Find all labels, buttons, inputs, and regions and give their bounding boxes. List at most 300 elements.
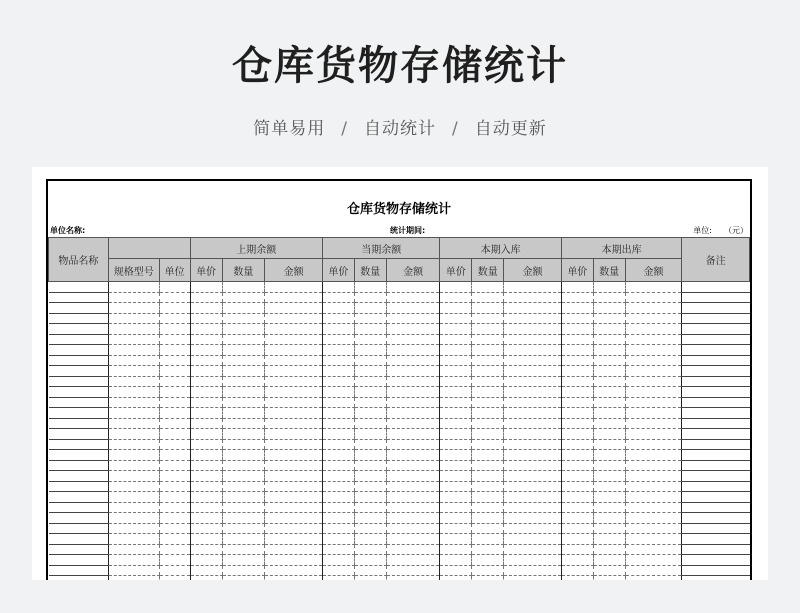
table-cell[interactable] [222, 387, 265, 398]
table-cell[interactable] [593, 418, 625, 429]
table-cell[interactable] [265, 303, 323, 314]
table-cell[interactable] [504, 429, 562, 440]
table-cell[interactable] [190, 492, 222, 503]
table-cell[interactable] [593, 513, 625, 524]
table-cell[interactable] [440, 481, 472, 492]
table-cell[interactable] [440, 534, 472, 545]
table-cell[interactable] [682, 565, 750, 576]
table-cell[interactable] [504, 576, 562, 581]
table-cell[interactable] [440, 450, 472, 461]
table-cell[interactable] [472, 387, 504, 398]
table-cell[interactable] [593, 355, 625, 366]
table-cell[interactable] [222, 418, 265, 429]
table-cell[interactable] [593, 534, 625, 545]
table-cell[interactable] [190, 345, 222, 356]
table-cell[interactable] [322, 555, 354, 566]
table-cell[interactable] [222, 460, 265, 471]
table-cell[interactable] [265, 418, 323, 429]
table-row[interactable] [49, 397, 750, 408]
table-cell[interactable] [625, 408, 682, 419]
table-cell[interactable] [561, 439, 593, 450]
table-cell[interactable] [682, 324, 750, 335]
table-cell[interactable] [682, 408, 750, 419]
table-row[interactable] [49, 366, 750, 377]
table-cell[interactable] [108, 502, 159, 513]
table-cell[interactable] [561, 450, 593, 461]
table-cell[interactable] [593, 481, 625, 492]
table-cell[interactable] [108, 544, 159, 555]
table-cell[interactable] [222, 450, 265, 461]
table-cell[interactable] [561, 345, 593, 356]
table-cell[interactable] [440, 502, 472, 513]
table-row[interactable] [49, 355, 750, 366]
table-row[interactable] [49, 523, 750, 534]
table-cell[interactable] [322, 502, 354, 513]
table-cell[interactable] [108, 555, 159, 566]
table-cell[interactable] [386, 387, 440, 398]
table-cell[interactable] [386, 345, 440, 356]
table-cell[interactable] [190, 450, 222, 461]
table-cell[interactable] [472, 408, 504, 419]
table-cell[interactable] [265, 450, 323, 461]
table-cell[interactable] [504, 523, 562, 534]
table-cell[interactable] [190, 513, 222, 524]
table-cell[interactable] [625, 355, 682, 366]
table-cell[interactable] [354, 450, 386, 461]
table-cell[interactable] [682, 355, 750, 366]
table-cell[interactable] [265, 439, 323, 450]
table-cell[interactable] [682, 471, 750, 482]
table-cell[interactable] [440, 376, 472, 387]
table-cell[interactable] [190, 397, 222, 408]
table-cell[interactable] [265, 282, 323, 293]
table-cell[interactable] [222, 303, 265, 314]
table-cell[interactable] [682, 513, 750, 524]
table-cell[interactable] [561, 408, 593, 419]
table-cell[interactable] [108, 282, 159, 293]
table-cell[interactable] [682, 576, 750, 581]
table-cell[interactable] [322, 387, 354, 398]
table-cell[interactable] [354, 534, 386, 545]
table-cell[interactable] [322, 460, 354, 471]
table-cell[interactable] [386, 334, 440, 345]
table-cell[interactable] [159, 439, 190, 450]
table-cell[interactable] [561, 387, 593, 398]
table-cell[interactable] [322, 492, 354, 503]
table-cell[interactable] [625, 345, 682, 356]
table-cell[interactable] [222, 502, 265, 513]
table-cell[interactable] [322, 439, 354, 450]
table-cell[interactable] [625, 439, 682, 450]
table-cell[interactable] [265, 523, 323, 534]
table-cell[interactable] [386, 481, 440, 492]
table-cell[interactable] [322, 429, 354, 440]
table-cell[interactable] [504, 355, 562, 366]
table-cell[interactable] [682, 492, 750, 503]
table-cell[interactable] [108, 324, 159, 335]
table-cell[interactable] [440, 544, 472, 555]
table-cell[interactable] [265, 576, 323, 581]
table-cell[interactable] [49, 460, 109, 471]
table-cell[interactable] [561, 544, 593, 555]
table-cell[interactable] [682, 429, 750, 440]
table-row[interactable] [49, 282, 750, 293]
table-cell[interactable] [504, 397, 562, 408]
table-cell[interactable] [222, 439, 265, 450]
table-cell[interactable] [190, 439, 222, 450]
table-cell[interactable] [682, 334, 750, 345]
table-cell[interactable] [593, 334, 625, 345]
table-cell[interactable] [682, 450, 750, 461]
table-cell[interactable] [682, 387, 750, 398]
table-cell[interactable] [190, 565, 222, 576]
table-row[interactable] [49, 471, 750, 482]
table-cell[interactable] [472, 513, 504, 524]
table-cell[interactable] [682, 397, 750, 408]
table-row[interactable] [49, 450, 750, 461]
table-cell[interactable] [472, 481, 504, 492]
table-cell[interactable] [108, 460, 159, 471]
table-cell[interactable] [440, 471, 472, 482]
table-cell[interactable] [265, 292, 323, 303]
table-cell[interactable] [49, 282, 109, 293]
table-cell[interactable] [108, 523, 159, 534]
table-cell[interactable] [472, 576, 504, 581]
table-cell[interactable] [440, 565, 472, 576]
table-cell[interactable] [386, 492, 440, 503]
table-cell[interactable] [322, 303, 354, 314]
table-cell[interactable] [190, 408, 222, 419]
table-cell[interactable] [190, 502, 222, 513]
table-cell[interactable] [190, 429, 222, 440]
table-cell[interactable] [49, 408, 109, 419]
table-cell[interactable] [222, 565, 265, 576]
table-row[interactable] [49, 439, 750, 450]
table-row[interactable] [49, 376, 750, 387]
table-row[interactable] [49, 565, 750, 576]
table-cell[interactable] [354, 523, 386, 534]
table-cell[interactable] [472, 534, 504, 545]
table-cell[interactable] [440, 345, 472, 356]
table-cell[interactable] [322, 292, 354, 303]
table-cell[interactable] [108, 334, 159, 345]
table-cell[interactable] [322, 544, 354, 555]
table-cell[interactable] [625, 376, 682, 387]
table-cell[interactable] [108, 429, 159, 440]
table-cell[interactable] [440, 397, 472, 408]
table-cell[interactable] [472, 345, 504, 356]
table-cell[interactable] [222, 429, 265, 440]
table-cell[interactable] [682, 534, 750, 545]
table-cell[interactable] [504, 471, 562, 482]
table-cell[interactable] [222, 397, 265, 408]
table-cell[interactable] [354, 397, 386, 408]
table-cell[interactable] [625, 513, 682, 524]
table-cell[interactable] [354, 481, 386, 492]
table-cell[interactable] [190, 303, 222, 314]
table-cell[interactable] [265, 397, 323, 408]
table-row[interactable] [49, 460, 750, 471]
table-cell[interactable] [49, 355, 109, 366]
table-cell[interactable] [159, 313, 190, 324]
table-cell[interactable] [322, 355, 354, 366]
table-cell[interactable] [561, 366, 593, 377]
table-cell[interactable] [49, 397, 109, 408]
table-cell[interactable] [322, 397, 354, 408]
table-cell[interactable] [593, 408, 625, 419]
table-row[interactable] [49, 492, 750, 503]
table-cell[interactable] [561, 481, 593, 492]
table-cell[interactable] [440, 334, 472, 345]
table-cell[interactable] [472, 355, 504, 366]
table-cell[interactable] [504, 408, 562, 419]
table-cell[interactable] [625, 313, 682, 324]
table-cell[interactable] [222, 492, 265, 503]
table-cell[interactable] [159, 387, 190, 398]
table-cell[interactable] [440, 418, 472, 429]
table-cell[interactable] [625, 334, 682, 345]
table-cell[interactable] [561, 492, 593, 503]
table-cell[interactable] [108, 565, 159, 576]
table-cell[interactable] [561, 313, 593, 324]
table-cell[interactable] [49, 450, 109, 461]
table-cell[interactable] [108, 345, 159, 356]
table-cell[interactable] [49, 502, 109, 513]
table-cell[interactable] [504, 418, 562, 429]
table-cell[interactable] [504, 345, 562, 356]
table-cell[interactable] [322, 366, 354, 377]
table-cell[interactable] [504, 282, 562, 293]
table-cell[interactable] [504, 387, 562, 398]
table-cell[interactable] [354, 418, 386, 429]
table-cell[interactable] [159, 544, 190, 555]
table-cell[interactable] [472, 366, 504, 377]
table-cell[interactable] [682, 292, 750, 303]
table-cell[interactable] [222, 544, 265, 555]
table-cell[interactable] [190, 387, 222, 398]
table-cell[interactable] [322, 313, 354, 324]
table-cell[interactable] [222, 576, 265, 581]
table-cell[interactable] [108, 450, 159, 461]
table-row[interactable] [49, 481, 750, 492]
table-cell[interactable] [593, 429, 625, 440]
table-cell[interactable] [561, 429, 593, 440]
table-cell[interactable] [49, 334, 109, 345]
table-cell[interactable] [354, 565, 386, 576]
table-cell[interactable] [625, 534, 682, 545]
table-cell[interactable] [190, 534, 222, 545]
table-cell[interactable] [593, 282, 625, 293]
table-cell[interactable] [625, 292, 682, 303]
table-cell[interactable] [108, 376, 159, 387]
table-cell[interactable] [504, 513, 562, 524]
table-cell[interactable] [49, 565, 109, 576]
table-cell[interactable] [265, 324, 323, 335]
table-cell[interactable] [222, 355, 265, 366]
table-cell[interactable] [222, 345, 265, 356]
table-cell[interactable] [682, 523, 750, 534]
table-cell[interactable] [265, 429, 323, 440]
table-cell[interactable] [440, 303, 472, 314]
table-cell[interactable] [593, 492, 625, 503]
table-cell[interactable] [265, 355, 323, 366]
table-cell[interactable] [561, 565, 593, 576]
table-cell[interactable] [440, 513, 472, 524]
table-cell[interactable] [440, 313, 472, 324]
table-cell[interactable] [49, 544, 109, 555]
table-row[interactable] [49, 387, 750, 398]
table-cell[interactable] [625, 555, 682, 566]
table-cell[interactable] [386, 313, 440, 324]
table-cell[interactable] [593, 460, 625, 471]
table-row[interactable] [49, 324, 750, 335]
table-cell[interactable] [593, 292, 625, 303]
table-cell[interactable] [190, 355, 222, 366]
table-cell[interactable] [386, 565, 440, 576]
table-cell[interactable] [222, 408, 265, 419]
table-cell[interactable] [682, 303, 750, 314]
table-cell[interactable] [504, 502, 562, 513]
table-cell[interactable] [190, 324, 222, 335]
table-cell[interactable] [625, 450, 682, 461]
table-cell[interactable] [49, 481, 109, 492]
table-cell[interactable] [222, 471, 265, 482]
table-cell[interactable] [159, 502, 190, 513]
table-cell[interactable] [49, 534, 109, 545]
table-cell[interactable] [561, 418, 593, 429]
table-cell[interactable] [265, 313, 323, 324]
table-cell[interactable] [561, 513, 593, 524]
table-cell[interactable] [108, 397, 159, 408]
table-cell[interactable] [625, 492, 682, 503]
table-cell[interactable] [159, 429, 190, 440]
table-cell[interactable] [472, 303, 504, 314]
table-cell[interactable] [49, 492, 109, 503]
table-cell[interactable] [49, 439, 109, 450]
table-cell[interactable] [561, 355, 593, 366]
table-cell[interactable] [593, 576, 625, 581]
table-cell[interactable] [472, 313, 504, 324]
table-cell[interactable] [322, 450, 354, 461]
table-cell[interactable] [440, 292, 472, 303]
table-cell[interactable] [504, 313, 562, 324]
table-cell[interactable] [593, 376, 625, 387]
table-cell[interactable] [354, 576, 386, 581]
table-cell[interactable] [159, 492, 190, 503]
table-cell[interactable] [108, 313, 159, 324]
table-cell[interactable] [504, 439, 562, 450]
table-cell[interactable] [682, 439, 750, 450]
table-cell[interactable] [682, 481, 750, 492]
table-cell[interactable] [49, 523, 109, 534]
table-cell[interactable] [159, 366, 190, 377]
table-cell[interactable] [159, 534, 190, 545]
table-cell[interactable] [354, 555, 386, 566]
table-cell[interactable] [386, 544, 440, 555]
table-cell[interactable] [472, 334, 504, 345]
table-cell[interactable] [386, 439, 440, 450]
table-cell[interactable] [472, 544, 504, 555]
table-cell[interactable] [386, 450, 440, 461]
table-cell[interactable] [472, 376, 504, 387]
table-cell[interactable] [593, 303, 625, 314]
table-cell[interactable] [440, 429, 472, 440]
table-cell[interactable] [159, 513, 190, 524]
table-row[interactable] [49, 576, 750, 581]
table-cell[interactable] [682, 544, 750, 555]
table-cell[interactable] [354, 313, 386, 324]
table-cell[interactable] [265, 460, 323, 471]
table-cell[interactable] [440, 408, 472, 419]
table-cell[interactable] [354, 429, 386, 440]
table-cell[interactable] [265, 334, 323, 345]
table-cell[interactable] [222, 523, 265, 534]
table-cell[interactable] [386, 429, 440, 440]
table-cell[interactable] [440, 555, 472, 566]
table-cell[interactable] [561, 397, 593, 408]
table-cell[interactable] [222, 555, 265, 566]
table-cell[interactable] [265, 565, 323, 576]
table-cell[interactable] [190, 471, 222, 482]
table-cell[interactable] [49, 376, 109, 387]
table-cell[interactable] [625, 282, 682, 293]
table-cell[interactable] [354, 376, 386, 387]
table-cell[interactable] [682, 418, 750, 429]
table-cell[interactable] [561, 460, 593, 471]
table-cell[interactable] [593, 387, 625, 398]
table-cell[interactable] [682, 376, 750, 387]
table-cell[interactable] [265, 408, 323, 419]
table-cell[interactable] [265, 366, 323, 377]
table-cell[interactable] [190, 555, 222, 566]
table-cell[interactable] [682, 555, 750, 566]
table-cell[interactable] [265, 481, 323, 492]
table-cell[interactable] [159, 282, 190, 293]
table-cell[interactable] [322, 576, 354, 581]
table-cell[interactable] [386, 397, 440, 408]
table-cell[interactable] [190, 366, 222, 377]
table-cell[interactable] [354, 334, 386, 345]
table-cell[interactable] [222, 376, 265, 387]
table-cell[interactable] [504, 534, 562, 545]
table-cell[interactable] [322, 523, 354, 534]
table-cell[interactable] [561, 303, 593, 314]
table-cell[interactable] [159, 397, 190, 408]
table-cell[interactable] [354, 502, 386, 513]
table-cell[interactable] [354, 345, 386, 356]
table-cell[interactable] [322, 471, 354, 482]
table-cell[interactable] [265, 502, 323, 513]
table-cell[interactable] [561, 334, 593, 345]
table-cell[interactable] [354, 513, 386, 524]
table-cell[interactable] [108, 471, 159, 482]
table-cell[interactable] [472, 492, 504, 503]
table-cell[interactable] [322, 481, 354, 492]
table-cell[interactable] [159, 481, 190, 492]
table-cell[interactable] [190, 460, 222, 471]
table-cell[interactable] [504, 334, 562, 345]
table-cell[interactable] [593, 555, 625, 566]
table-row[interactable] [49, 502, 750, 513]
table-cell[interactable] [472, 282, 504, 293]
table-cell[interactable] [190, 282, 222, 293]
table-cell[interactable] [625, 565, 682, 576]
table-cell[interactable] [265, 534, 323, 545]
table-cell[interactable] [472, 460, 504, 471]
table-cell[interactable] [108, 513, 159, 524]
table-cell[interactable] [190, 576, 222, 581]
table-cell[interactable] [354, 460, 386, 471]
